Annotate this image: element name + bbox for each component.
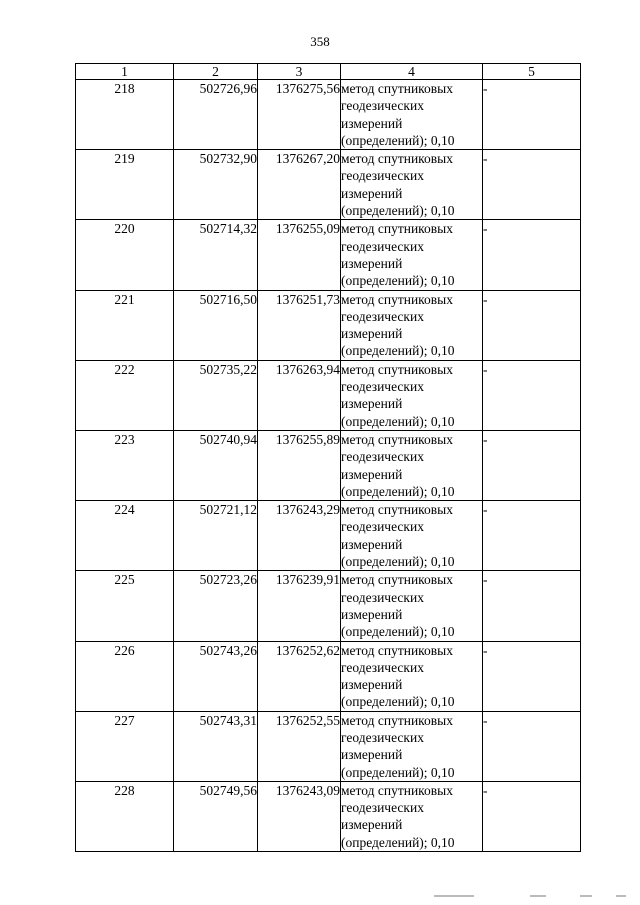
method-text: метод спутниковых геодезических измерений (определений); 0,10 bbox=[341, 291, 455, 359]
point-number-cell: 224 bbox=[76, 501, 174, 571]
method-text: метод спутниковых геодезических измерений (определений); 0,10 bbox=[341, 431, 455, 499]
method-cell bbox=[341, 150, 483, 220]
y-coordinate-cell: 1376267,20 bbox=[258, 150, 341, 220]
column-header-3: 3 bbox=[258, 64, 341, 80]
note-cell: - bbox=[483, 641, 581, 711]
method-text: метод спутниковых геодезических измерений (определений); 0,10 bbox=[341, 221, 455, 289]
x-coordinate-cell: 502716,50 bbox=[174, 290, 258, 360]
method-text: метод спутниковых геодезических измерений (определений); 0,10 bbox=[341, 81, 455, 148]
point-number-cell: 228 bbox=[76, 781, 174, 851]
method-text: метод спутниковых геодезических измерений (определений); 0,10 bbox=[341, 361, 455, 429]
column-header-5: 5 bbox=[483, 64, 581, 80]
note-cell: - bbox=[483, 430, 581, 500]
method-text: метод спутниковых геодезических измерений (определений); 0,10 bbox=[341, 782, 455, 850]
table-row bbox=[76, 501, 581, 571]
method-cell bbox=[341, 711, 483, 781]
method-text: метод спутниковых геодезических измерений (определений); 0,10 bbox=[341, 151, 455, 219]
point-number-cell: 225 bbox=[76, 571, 174, 641]
method-cell bbox=[341, 220, 483, 290]
note-cell: - bbox=[483, 80, 581, 150]
x-coordinate-cell: 502714,32 bbox=[174, 220, 258, 290]
method-cell bbox=[341, 290, 483, 360]
x-coordinate-cell: 502732,90 bbox=[174, 150, 258, 220]
note-cell: - bbox=[483, 571, 581, 641]
table-row bbox=[76, 641, 581, 711]
x-coordinate-cell: 502743,26 bbox=[174, 641, 258, 711]
y-coordinate-cell: 1376243,09 bbox=[258, 781, 341, 851]
x-coordinate-cell: 502740,94 bbox=[174, 430, 258, 500]
x-coordinate-cell: 502735,22 bbox=[174, 360, 258, 430]
y-coordinate-cell: 1376255,89 bbox=[258, 430, 341, 500]
note-cell: - bbox=[483, 150, 581, 220]
note-cell: - bbox=[483, 501, 581, 571]
table-row bbox=[76, 430, 581, 500]
y-coordinate-cell: 1376263,94 bbox=[258, 360, 341, 430]
point-number-cell: 219 bbox=[76, 150, 174, 220]
x-coordinate-cell: 502749,56 bbox=[174, 781, 258, 851]
x-coordinate-cell: 502721,12 bbox=[174, 501, 258, 571]
method-cell bbox=[341, 80, 483, 150]
method-cell bbox=[341, 781, 483, 851]
y-coordinate-cell: 1376243,29 bbox=[258, 501, 341, 571]
column-header-4: 4 bbox=[341, 64, 483, 80]
note-cell: - bbox=[483, 711, 581, 781]
y-coordinate-cell: 1376255,09 bbox=[258, 220, 341, 290]
note-cell: - bbox=[483, 360, 581, 430]
note-cell: - bbox=[483, 781, 581, 851]
table-row bbox=[76, 781, 581, 851]
header-row bbox=[76, 64, 581, 80]
method-cell bbox=[341, 641, 483, 711]
x-coordinate-cell: 502743,31 bbox=[174, 711, 258, 781]
column-header-2: 2 bbox=[174, 64, 258, 80]
method-text: метод спутниковых геодезических измерений (определений); 0,10 bbox=[341, 572, 455, 640]
note-cell: - bbox=[483, 220, 581, 290]
table-row bbox=[76, 711, 581, 781]
point-number-cell: 223 bbox=[76, 430, 174, 500]
y-coordinate-cell: 1376252,55 bbox=[258, 711, 341, 781]
table-body bbox=[76, 80, 581, 852]
point-number-cell: 218 bbox=[76, 80, 174, 150]
y-coordinate-cell: 1376239,91 bbox=[258, 571, 341, 641]
column-header-1: 1 bbox=[76, 64, 174, 80]
point-number-cell: 220 bbox=[76, 220, 174, 290]
page-number: 358 bbox=[310, 34, 330, 49]
table-row bbox=[76, 80, 581, 150]
point-number-cell: 221 bbox=[76, 290, 174, 360]
method-cell bbox=[341, 571, 483, 641]
coordinates-table bbox=[75, 63, 581, 852]
y-coordinate-cell: 1376275,56 bbox=[258, 80, 341, 150]
table-row bbox=[76, 150, 581, 220]
table-row bbox=[76, 290, 581, 360]
method-cell bbox=[341, 360, 483, 430]
method-text: метод спутниковых геодезических измерений (определений); 0,10 bbox=[341, 642, 455, 710]
y-coordinate-cell: 1376251,73 bbox=[258, 290, 341, 360]
y-coordinate-cell: 1376252,62 bbox=[258, 641, 341, 711]
note-cell: - bbox=[483, 290, 581, 360]
x-coordinate-cell: 502723,26 bbox=[174, 571, 258, 641]
table-row bbox=[76, 571, 581, 641]
x-coordinate-cell: 502726,96 bbox=[174, 80, 258, 150]
table-row bbox=[76, 220, 581, 290]
method-cell bbox=[341, 501, 483, 571]
point-number-cell: 222 bbox=[76, 360, 174, 430]
table-header bbox=[76, 64, 581, 80]
method-text: метод спутниковых геодезических измерений (определений); 0,10 bbox=[341, 502, 455, 570]
point-number-cell: 227 bbox=[76, 711, 174, 781]
scan-artifact-marks bbox=[430, 895, 630, 899]
table-row bbox=[76, 360, 581, 430]
method-text: метод спутниковых геодезических измерений (определений); 0,10 bbox=[341, 712, 455, 780]
method-cell bbox=[341, 430, 483, 500]
point-number-cell: 226 bbox=[76, 641, 174, 711]
